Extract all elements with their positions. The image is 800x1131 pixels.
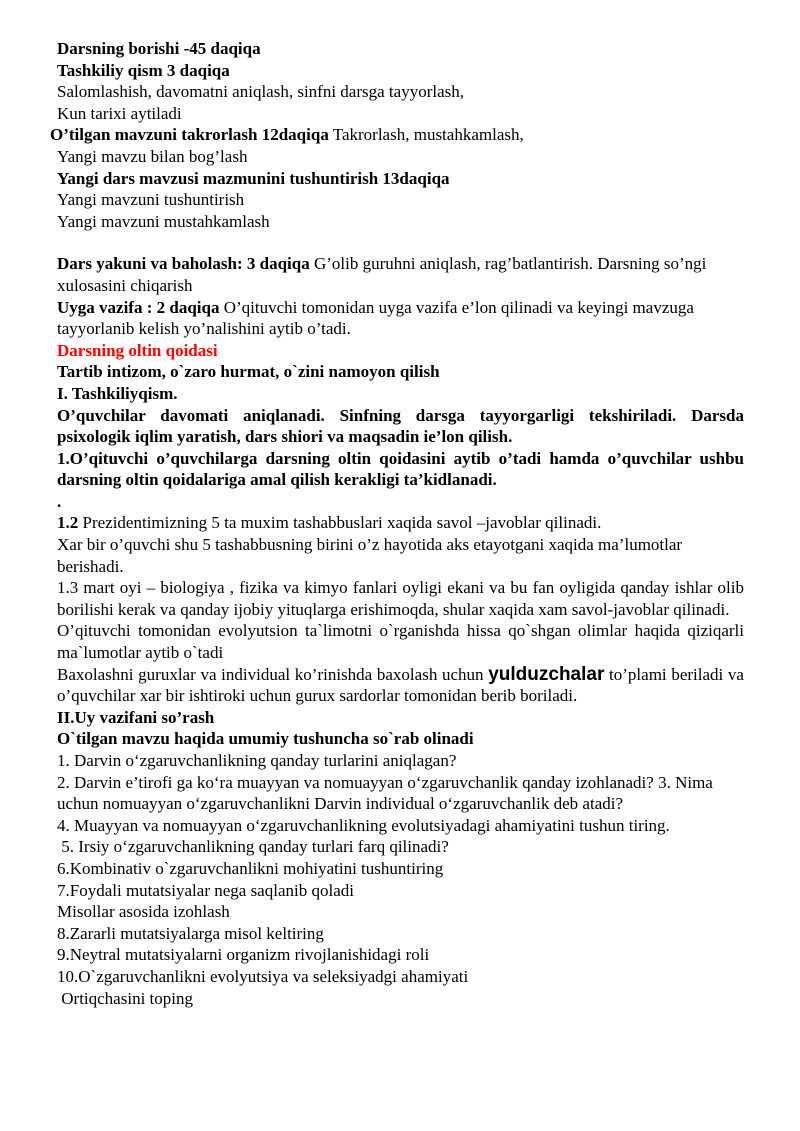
lesson-end-text: G’olib guruhni aniqlash, rag’batlantirish. Darsning so’ngi xulosasini chiqarish	[57, 254, 707, 295]
review-heading: O’tilgan mavzuni takrorlash 12daqiqa	[50, 125, 329, 145]
section-2-title: II.Uy vazifani so’rash	[57, 707, 215, 727]
grading-paragraph	[57, 664, 744, 707]
grading-text-2: to’plami beriladi va o’quvchilar xar bir ishtiroki uchun gurux sardorlar tomonidan berib boriladi.	[57, 664, 744, 706]
lesson-plan-title: Darsning borishi -45 daqiqa	[57, 39, 261, 58]
section-2-subtitle: O`tilgan mavzu haqida umumiy tushuncha so`rab olinadi	[57, 729, 474, 749]
golden-rules-title: Darsning oltin qoidasi	[57, 340, 218, 360]
new-topic-text-2: Yangi mavzuni mustahkamlash	[57, 211, 270, 231]
question-4: 4. Muayyan va nomuayyan o‘zgaruvchanlikning evolutsiyadagi ahamiyatini tushun tiring.	[57, 815, 670, 835]
section-1-bold-paragraph: O’quvchilar davomati aniqlanadi. Sinfning darsga tayyorgarligi tekshiriladi. Darsda psixologik iqlim yaratish, dars shiori va maqsadin ie’lon qilish.	[57, 405, 744, 447]
teacher-paragraph: O’qituvchi tomonidan evolyutsion ta`limotni o`rganishda hissa qo`shgan olimlar haqida qiziqarli ma`lumotlar aytib o`tadi	[57, 621, 744, 663]
question-8: 8.Zararli mutatsiyalarga misol keltiring	[57, 923, 324, 943]
question-11: Ortiqchasini toping	[57, 988, 193, 1008]
question-2-3: 2. Darvin e’tirofi ga ko‘ra muayyan va nomuayyan o‘zgaruvchanlik qanday izohlanadi? 3. Nima uchun nomuayyan o‘zgaruvchanlikni Darvin individual o‘zgaruvchanlik deb atadi?	[57, 772, 713, 814]
section-1-item-2	[57, 512, 744, 534]
question-1: 1. Darvin o‘zgaruvchanlikning qanday turlarini aniqlagan?	[57, 751, 457, 770]
question-10: 10.O`zgaruvchanlikni evolyutsiya va seleksiyadgi ahamiyati	[57, 966, 469, 986]
section-1-item-1: 1.O’qituvchi o’quvchilarga darsning oltin qoidasini aytib o’tadi hamda o’quvchilar ushbu darsning oltin qoidalariga amal qilish kerakligi ta’kidlanadi.	[57, 448, 744, 490]
org-part-heading: Tashkiliy qism 3 daqiqa	[57, 60, 230, 80]
homework-heading: Uyga vazifa : 2 daqiqa	[57, 297, 220, 317]
question-9: 9.Neytral mutatsiyalarni organizm rivojlanishidagi roli	[57, 945, 430, 965]
org-part-text-1: Salomlashish, davomatni aniqlash, sinfni darsga tayyorlash,	[57, 82, 464, 102]
blank-line	[57, 232, 744, 253]
grading-text-1: Baxolashni guruxlar va individual ko’rinishda baxolash uchun	[57, 664, 489, 684]
section-1-title: I. Tashkiliyqism.	[57, 383, 178, 403]
review-text-2: Yangi mavzu bilan bog’lash	[57, 146, 248, 166]
item-2-text: Prezidentimizning 5 ta muxim tashabbuslari xaqida savol –javoblar qilinadi.	[78, 513, 602, 533]
lesson-end-paragraph	[57, 253, 744, 296]
review-text: Takrorlash, mustahkamlash,	[328, 125, 524, 145]
lesson-end-heading: Dars yakuni va baholash: 3 daqiqa	[57, 254, 310, 274]
section-1-item-2-continued: Xar bir o’quvchi shu 5 tashabbusning birini o’z hayotida aks etayotgani xaqida ma’lumotlar berishadi.	[57, 535, 683, 576]
new-topic-text-1: Yangi mavzuni tushuntirish	[57, 190, 245, 210]
homework-paragraph	[57, 297, 744, 340]
question-5: 5. Irsiy o‘zgaruvchanlikning qanday turlari farq qilinadi?	[57, 837, 449, 857]
question-7-note: Misollar asosida izohlash	[57, 902, 230, 922]
homework-text: O’qituvchi tomonidan uyga vazifa e’lon qilinadi va keyingi mavzuga tayyorlanib kelish yo’nalishini aytib o’tadi.	[57, 297, 694, 339]
item-2-number: 1.2	[57, 513, 79, 533]
review-paragraph	[50, 124, 744, 146]
question-6: 6.Kombinativ o`zgaruvchanlikni mohiyatini tushuntiring	[57, 858, 444, 878]
new-topic-heading: Yangi dars mavzusi mazmunini tushuntirish 13daqiqa	[57, 168, 450, 188]
org-part-text-2: Kun tarixi aytiladi	[57, 103, 182, 123]
section-1-item-3: 1.3 mart oyi – biologiya , fizika va kimyo fanlari oyligi ekani va bu fan oyligida qanday ishlar olib borilishi kerak va qanday ijobiy yituqlarga erishimoqda, shular xaqida xam savol-javoblar qilinadi.	[57, 578, 744, 619]
question-7: 7.Foydali mutatsiyalar nega saqlanib qoladi	[57, 880, 354, 900]
section-1-dot: .	[57, 491, 62, 511]
grading-stars-word: yulduzchalar	[488, 663, 605, 685]
golden-rules-text: Tartib intizom, o`zaro hurmat, o`zini namoyon qilish	[57, 362, 440, 382]
